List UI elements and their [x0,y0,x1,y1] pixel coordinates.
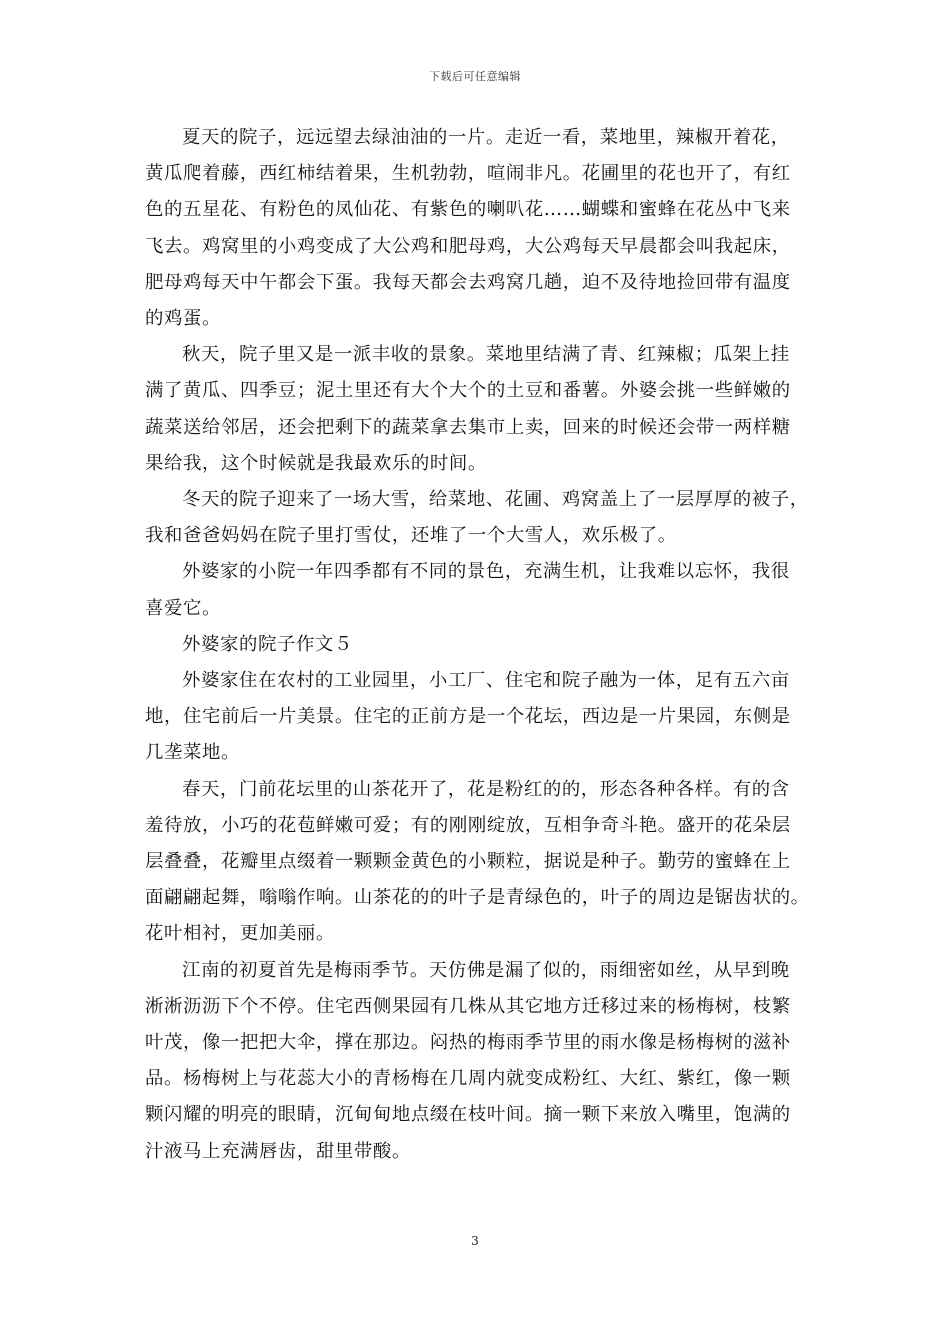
text-line: 春天，门前花坛里的山茶花开了，花是粉红的的，形态各种各样。有的含 [182,778,790,800]
text-line: 外婆家的院子作文５ [182,633,353,655]
text-line: 颗闪耀的明亮的眼睛，沉甸甸地点缀在枝叶间。摘一颗下来放入嘴里，饱满的 [145,1104,791,1126]
paragraph-conclusion [145,554,813,626]
text-line: 汁液马上充满唇齿，甜里带酸。 [145,1140,411,1162]
header-note: 下载后可任意编辑 [429,70,521,83]
text-line: 冬天的院子迎来了一场大雪，给菜地、花圃、鸡窝盖上了一层厚厚的被子， [182,489,809,511]
text-line: 我和爸爸妈妈在院子里打雪仗，还堆了一个大雪人，欢乐极了。 [145,525,677,547]
text-line: 外婆家住在农村的工业园里，小工厂、住宅和院子融为一体，足有五六亩 [182,670,790,692]
text-line: 外婆家的小院一年四季都有不同的景色，充满生机，让我难以忘怀，我很 [182,561,790,583]
text-line: 蔬菜送给邻居，还会把剩下的蔬菜拿去集市上卖，回来的时候还会带一两样糖 [145,416,791,438]
page-number: 3 [471,1234,479,1248]
text-line: 色的五星花、有粉色的凤仙花、有紫色的喇叭花……蝴蝶和蜜蜂在花丛中飞来 [145,199,791,221]
text-line: 黄瓜爬着藤，西红柿结着果，生机勃勃，喧闹非凡。花圃里的花也开了，有红 [145,163,791,185]
paragraph-autumn [145,337,813,482]
paragraph-winter [145,482,813,554]
text-line: 羞待放，小巧的花苞鲜嫩可爱；有的刚刚绽放，互相争奇斗艳。盛开的花朵层 [145,814,791,836]
paragraph-intro [145,663,813,772]
text-line: 秋天，院子里又是一派丰收的景象。菜地里结满了青、红辣椒；瓜架上挂 [182,344,790,366]
text-line: 飞去。鸡窝里的小鸡变成了大公鸡和肥母鸡，大公鸡每天早晨都会叫我起床， [145,235,791,257]
document-body [145,120,813,1170]
text-line: 淅淅沥沥下个不停。住宅西侧果园有几株从其它地方迁移过来的杨梅树，枝繁 [145,995,791,1017]
text-line: 喜爱它。 [145,597,221,619]
essay-title [145,627,813,663]
text-line: 满了黄瓜、四季豆；泥土里还有大个大个的土豆和番薯。外婆会挑一些鲜嫩的 [145,380,791,402]
text-line: 品。杨梅树上与花蕊大小的青杨梅在几周内就变成粉红、大红、紫红，像一颗 [145,1068,791,1090]
text-line: 果给我，这个时候就是我最欢乐的时间。 [145,452,487,474]
text-line: 肥母鸡每天中午都会下蛋。我每天都会去鸡窝几趟，迫不及待地捡回带有温度 [145,271,791,293]
text-line: 夏天的院子，远远望去绿油油的一片。走近一看，菜地里，辣椒开着花， [182,127,790,148]
text-line: 叶茂，像一把把大伞，撑在那边。闷热的梅雨季节里的雨水像是杨梅树的滋补 [145,1032,791,1054]
paragraph-early-summer [145,953,813,1170]
text-line: 几垄菜地。 [145,742,240,764]
text-line: 层叠叠，花瓣里点缀着一颗颗金黄色的小颗粒，据说是种子。勤劳的蜜蜂在上 [145,851,791,873]
text-line: 地，住宅前后一片美景。住宅的正前方是一个花坛，西边是一片果园，东侧是 [145,706,791,728]
paragraph-summer [145,120,813,337]
text-line: 花叶相衬，更加美丽。 [145,923,335,945]
text-line: 江南的初夏首先是梅雨季节。天仿佛是漏了似的，雨细密如丝，从早到晚 [182,959,790,981]
text-line: 面翩翩起舞，嗡嗡作响。山茶花的的叶子是青绿色的，叶子的周边是锯齿状的。 [145,887,810,909]
text-line: 的鸡蛋。 [145,308,221,330]
paragraph-spring [145,772,813,953]
